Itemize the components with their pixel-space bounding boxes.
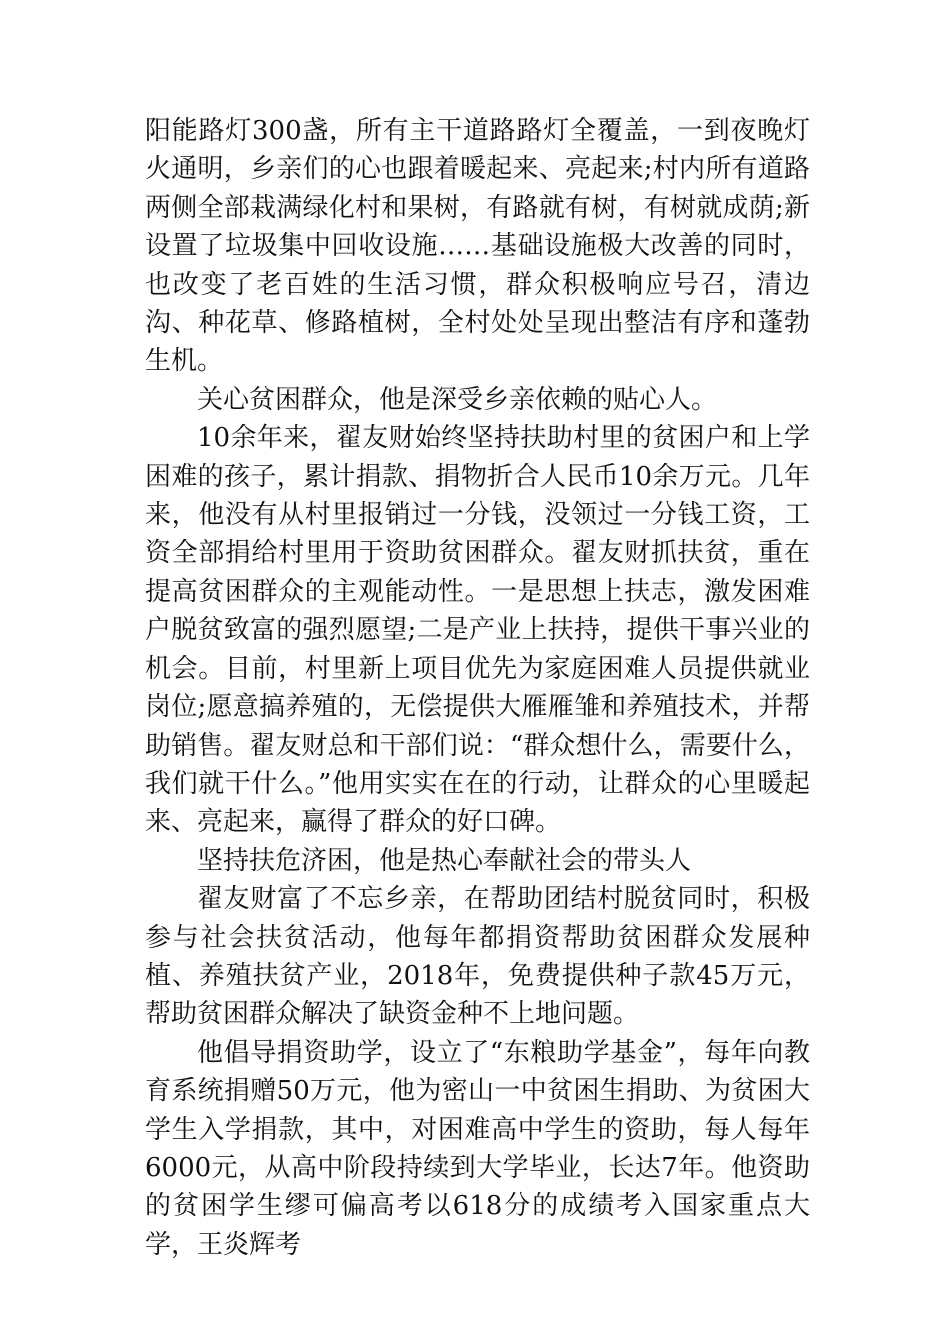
heading-care-for-poor: 关心贫困群众，他是深受乡亲依赖的贴心人。	[197, 384, 718, 415]
paragraph-education-fund: 他倡导捐资助学，设立了“东粮助学基金”，每年向教育系统捐赠50万元，他为密山一中贫困生捐助、为贫困大学生入学捐款，其中，对困难高中学生的资助，每人每年6000元，从高中阶段持续到大学毕业，长达7年。他资助的贫困学生缪可偏高考以618分的成绩考入国家重点大学，王炎辉考	[145, 1037, 810, 1260]
paragraph-social-poverty-relief: 翟友财富了不忘乡亲，在帮助团结村脱贫同时，积极参与社会扶贫活动，他每年都捐资帮助贫困群众发展种植、养殖扶贫产业，2018年，免费提供种子款45万元，帮助贫困群众解决了缺资金种不上地问题。	[145, 884, 810, 1030]
document-body	[145, 112, 810, 1264]
paragraph-poverty-aid: 10余年来，翟友财始终坚持扶助村里的贫困户和上学困难的孩子，累计捐款、捐物折合人民币10余万元。几年来，他没有从村里报销过一分钱，没领过一分钱工资，工资全部捐给村里用于资助贫困群众。翟友财抓扶贫，重在提高贫困群众的主观能动性。一是思想上扶志，激发困难户脱贫致富的强烈愿望;二是产业上扶持，提供干事兴业的机会。目前，村里新上项目优先为家庭困难人员提供就业岗位;愿意搞养殖的，无偿提供大雁雁雏和养殖技术，并帮助销售。翟友财总和干部们说：“群众想什么，需要什么，我们就干什么。”他用实实在在的行动，让群众的心里暖起来、亮起来，赢得了群众的好口碑。	[145, 423, 810, 838]
paragraph-infrastructure: 阳能路灯300盏，所有主干道路路灯全覆盖，一到夜晚灯火通明，乡亲们的心也跟着暖起来、亮起来;村内所有道路两侧全部栽满绿化村和果树，有路就有树，有树就成荫;新设置了垃圾集中回收设施……基础设施极大改善的同时，也改变了老百姓的生活习惯，群众积极响应号召，清边沟、种花草、修路植树，全村处处呈现出整洁有序和蓬勃生机。	[145, 116, 810, 377]
heading-social-contribution: 坚持扶危济困，他是热心奉献社会的带头人	[197, 845, 692, 876]
